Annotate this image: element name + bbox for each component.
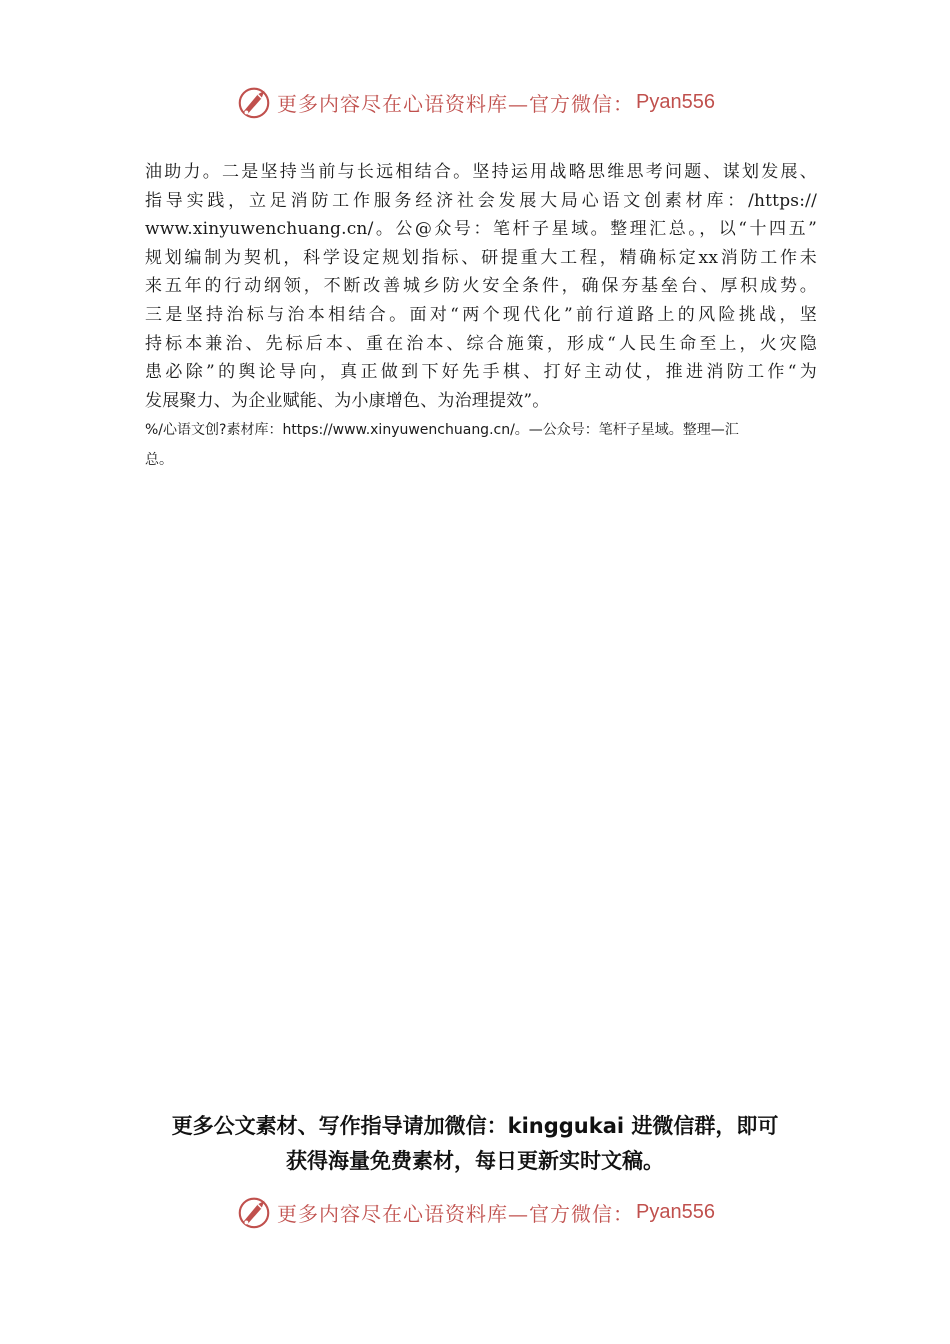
pen-nib-logo-icon <box>235 83 273 121</box>
body-line: 规划编制为契机，科学设定规划指标、研提重大工程，精确标定xx消防工作未 <box>145 247 817 268</box>
footer-brand-text: 更多内容尽在心语资料库—官方微信： <box>277 1201 635 1226</box>
header-brand-text: 更多内容尽在心语资料库—官方微信： <box>277 91 635 116</box>
footer-brand-id: Pyan556 <box>636 1200 715 1223</box>
pen-nib-logo-icon <box>235 1193 273 1231</box>
body-line: 指导实践，立足消防工作服务经济社会发展大局心语文创素材库：/https:// <box>145 190 817 211</box>
source-note-line: 总。 <box>145 452 173 469</box>
page-header <box>0 82 950 122</box>
page-footer <box>0 1192 950 1232</box>
body-line: 来五年的行动纲领，不断改善城乡防火安全条件，确保夯基垒台、厚积成势。 <box>145 276 817 297</box>
body-line: 油助力。二是坚持当前与长远相结合。坚持运用战略思维思考问题、谋划发展、 <box>145 162 817 182</box>
source-note-line: %/心语文创?素材库：https://www.xinyuwenchuang.cn/。—公众号：笔杆子星域。整理—汇 <box>145 422 739 439</box>
body-line: 持标本兼治、先标后本、重在治本、综合施策，形成“人民生命至上，火灾隐 <box>145 333 817 354</box>
body-line: 三是坚持治标与治本相结合。面对“两个现代化”前行道路上的风险挑战，坚 <box>145 304 817 325</box>
body-line: 发展聚力、为企业赋能、为小康增色、为治理提效”。 <box>145 390 550 411</box>
body-line: www.xinyuwenchuang.cn/。公@众号：笔杆子星域。整理汇总。，以“十四五” <box>145 219 817 240</box>
body-line: 患必除”的舆论导向，真正做到下好先手棋、打好主动仗，推进消防工作“为 <box>145 362 817 383</box>
document-body <box>145 158 825 475</box>
promo-line-1: 更多公文素材、写作指导请加微信：kinggukai 进微信群，即可 <box>171 1114 779 1138</box>
header-brand-id: Pyan556 <box>636 90 715 113</box>
promo-line-2: 获得海量免费素材，每日更新实时文稿。 <box>286 1149 664 1173</box>
